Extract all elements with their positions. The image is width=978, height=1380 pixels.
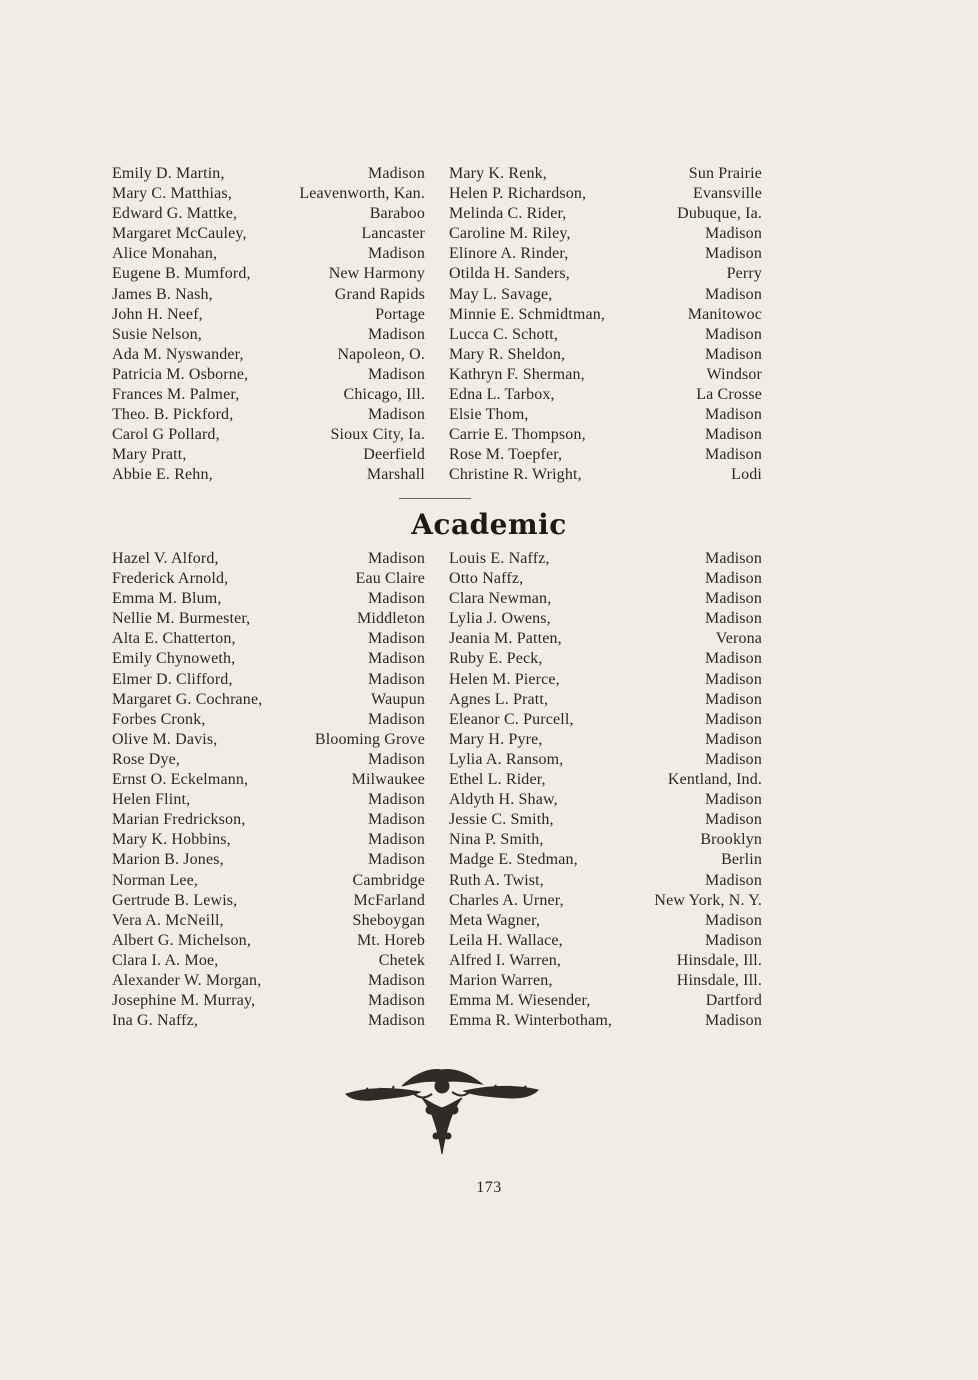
- hometown: Sun Prairie: [688, 165, 762, 182]
- roster-entry: [449, 710, 762, 730]
- person-name: Minnie E. Schmidtman,: [449, 305, 606, 323]
- hometown: Baraboo: [369, 205, 425, 223]
- hometown: Cambridge: [352, 871, 425, 889]
- hometown: New Harmony: [328, 265, 425, 283]
- hometown: Mt. Horeb: [356, 931, 425, 949]
- hometown: Leavenworth, Kan.: [299, 185, 425, 203]
- hometown: Sheboygan: [352, 911, 425, 929]
- hometown: Madison: [704, 1012, 762, 1030]
- hometown: Madison: [367, 550, 425, 567]
- hometown: Madison: [367, 630, 425, 648]
- person-name: May L. Savage,: [449, 285, 553, 303]
- person-name: Emily D. Martin,: [112, 165, 225, 182]
- roster-entry: [449, 971, 762, 991]
- hometown: Madison: [704, 345, 762, 363]
- person-name: Ada M. Nyswander,: [112, 345, 244, 363]
- hometown: Waupun: [371, 690, 425, 708]
- person-name: Ethel L. Rider,: [449, 771, 546, 789]
- roster-entry: [112, 871, 425, 891]
- person-name: Elinore A. Rinder,: [449, 245, 569, 263]
- hometown: Madison: [704, 590, 762, 608]
- hometown: Madison: [704, 285, 762, 303]
- person-name: James B. Nash,: [112, 285, 213, 303]
- roster-column-left: [112, 549, 425, 1031]
- hometown: Eau Claire: [355, 570, 425, 588]
- roster-entry: [112, 365, 425, 385]
- roster-entry: [112, 670, 425, 690]
- roster-entry: [112, 589, 425, 609]
- hometown: Madison: [367, 992, 425, 1010]
- roster-column-left: [112, 164, 425, 486]
- hometown: Kentland, Ind.: [667, 771, 762, 789]
- hometown: Madison: [704, 446, 762, 464]
- hometown: La Crosse: [696, 386, 762, 404]
- person-name: Helen P. Richardson,: [449, 185, 587, 203]
- roster-section-upper: [112, 164, 762, 486]
- roster-entry: [112, 690, 425, 710]
- person-name: Otto Naffz,: [449, 570, 524, 588]
- roster-entry: [112, 405, 425, 425]
- roster-entry: [112, 445, 425, 465]
- roster-entry: [112, 911, 425, 931]
- person-name: Gertrude B. Lewis,: [112, 891, 238, 909]
- roster-entry: [112, 810, 425, 830]
- person-name: Clara Newman,: [449, 590, 552, 608]
- roster-section-academic: [112, 549, 762, 1031]
- person-name: Marion B. Jones,: [112, 851, 224, 869]
- person-name: Emma M. Wiesender,: [449, 992, 591, 1010]
- roster-entry: [112, 991, 425, 1011]
- person-name: Charles A. Urner,: [449, 891, 564, 909]
- hometown: Milwaukee: [351, 771, 425, 789]
- hometown: Brooklyn: [700, 831, 762, 849]
- hometown: Madison: [704, 670, 762, 688]
- roster-entry: [112, 609, 425, 629]
- hometown: Madison: [704, 710, 762, 728]
- person-name: Jessie C. Smith,: [449, 811, 554, 829]
- hometown: Middleton: [356, 610, 425, 628]
- hometown: Dartford: [705, 992, 762, 1010]
- hometown: Sioux City, Ia.: [330, 426, 425, 444]
- person-name: Ina G. Naffz,: [112, 1012, 199, 1030]
- person-name: Leila H. Wallace,: [449, 931, 563, 949]
- hometown: Madison: [704, 325, 762, 343]
- hometown: Madison: [367, 245, 425, 263]
- roster-entry: [112, 184, 425, 204]
- hometown: Madison: [704, 650, 762, 668]
- person-name: Jeania M. Patten,: [449, 630, 562, 648]
- hometown: Madison: [367, 325, 425, 343]
- person-name: Marion Warren,: [449, 971, 553, 989]
- hometown: Madison: [704, 610, 762, 628]
- person-name: Emma M. Blum,: [112, 590, 222, 608]
- person-name: Forbes Cronk,: [112, 710, 206, 728]
- roster-entry: [449, 690, 762, 710]
- roster-entry: [112, 285, 425, 305]
- roster-entry: [112, 710, 425, 730]
- person-name: Josephine M. Murray,: [112, 992, 256, 1010]
- hometown: Madison: [367, 650, 425, 668]
- person-name: Aldyth H. Shaw,: [449, 791, 558, 809]
- person-name: Susie Nelson,: [112, 325, 202, 343]
- roster-entry: [449, 790, 762, 810]
- hometown: New York, N. Y.: [654, 891, 762, 909]
- hometown: Lancaster: [361, 225, 425, 243]
- roster-entry: [449, 325, 762, 345]
- roster-entry: [112, 305, 425, 325]
- roster-entry: [449, 670, 762, 690]
- person-name: Lucca C. Schott,: [449, 325, 559, 343]
- person-name: Edward G. Mattke,: [112, 205, 238, 223]
- person-name: Christine R. Wright,: [449, 466, 582, 484]
- hometown: Windsor: [706, 365, 762, 383]
- person-name: Mary H. Pyre,: [449, 730, 543, 748]
- person-name: Mary C. Matthias,: [112, 185, 232, 203]
- roster-entry: [112, 850, 425, 870]
- roster-entry: [449, 891, 762, 911]
- roster-entry: [449, 951, 762, 971]
- hometown: Verona: [715, 630, 762, 648]
- roster-entry: [112, 204, 425, 224]
- roster-entry: [112, 790, 425, 810]
- roster-column-right: [449, 164, 762, 486]
- person-name: Helen M. Pierce,: [449, 670, 560, 688]
- floral-ornament-icon: [342, 1064, 542, 1160]
- person-name: Vera A. McNeill,: [112, 911, 224, 929]
- hometown: Dubuque, Ia.: [677, 205, 762, 223]
- hometown: Evansville: [692, 185, 762, 203]
- person-name: Alfred I. Warren,: [449, 951, 562, 969]
- hometown: Madison: [367, 971, 425, 989]
- person-name: Abbie E. Rehn,: [112, 466, 213, 484]
- hometown: Chetek: [378, 951, 425, 969]
- person-name: Nellie M. Burmester,: [112, 610, 251, 628]
- person-name: Emma R. Winterbotham,: [449, 1012, 613, 1030]
- person-name: Ernst O. Eckelmann,: [112, 771, 249, 789]
- roster-entry: [112, 931, 425, 951]
- hometown: Marshall: [366, 466, 425, 484]
- roster-entry: [112, 569, 425, 589]
- hometown: Hinsdale, Ill.: [676, 971, 762, 989]
- roster-entry: [449, 830, 762, 850]
- person-name: Elmer D. Clifford,: [112, 670, 233, 688]
- person-name: Nina P. Smith,: [449, 831, 544, 849]
- person-name: Carol G Pollard,: [112, 426, 220, 444]
- hometown: Madison: [704, 791, 762, 809]
- hometown: Madison: [704, 225, 762, 243]
- person-name: Mary K. Hobbins,: [112, 831, 231, 849]
- hometown: Madison: [367, 811, 425, 829]
- hometown: Berlin: [721, 851, 762, 869]
- roster-column-right: [449, 549, 762, 1031]
- roster-entry: [449, 609, 762, 629]
- hometown: Madison: [704, 730, 762, 748]
- hometown: Madison: [367, 851, 425, 869]
- hometown: Madison: [367, 831, 425, 849]
- person-name: Alice Monahan,: [112, 245, 218, 263]
- person-name: Mary Pratt,: [112, 446, 187, 464]
- roster-entry: [449, 305, 762, 325]
- roster-entry: [112, 425, 425, 445]
- hometown: Madison: [367, 365, 425, 383]
- roster-entry: [449, 1011, 762, 1031]
- hometown: Madison: [367, 1012, 425, 1030]
- person-name: Kathryn F. Sherman,: [449, 365, 585, 383]
- hometown: Lodi: [731, 466, 762, 484]
- person-name: Patricia M. Osborne,: [112, 365, 249, 383]
- hometown: Madison: [704, 931, 762, 949]
- roster-entry: [449, 589, 762, 609]
- roster-entry: [449, 244, 762, 264]
- person-name: Olive M. Davis,: [112, 730, 218, 748]
- person-name: Frances M. Palmer,: [112, 386, 240, 404]
- person-name: Norman Lee,: [112, 871, 199, 889]
- hometown: Madison: [704, 911, 762, 929]
- hometown: Madison: [704, 750, 762, 768]
- hometown: Deerfield: [363, 446, 425, 464]
- roster-entry: [449, 549, 762, 569]
- roster-entry: [112, 244, 425, 264]
- hometown: Madison: [704, 871, 762, 889]
- hometown: Madison: [704, 550, 762, 567]
- roster-entry: [449, 991, 762, 1011]
- roster-entry: [449, 445, 762, 465]
- hometown: Madison: [367, 791, 425, 809]
- hometown: McFarland: [353, 891, 425, 909]
- section-divider: [399, 498, 471, 499]
- roster-entry: [112, 385, 425, 405]
- person-name: Otilda H. Sanders,: [449, 265, 570, 283]
- person-name: Margaret G. Cochrane,: [112, 690, 263, 708]
- roster-entry: [112, 649, 425, 669]
- roster-entry: [449, 569, 762, 589]
- person-name: Frederick Arnold,: [112, 570, 229, 588]
- person-name: John H. Neef,: [112, 305, 203, 323]
- person-name: Carrie E. Thompson,: [449, 426, 586, 444]
- roster-entry: [112, 549, 425, 569]
- person-name: Madge E. Stedman,: [449, 851, 578, 869]
- hometown: Madison: [367, 670, 425, 688]
- person-name: Eugene B. Mumford,: [112, 265, 251, 283]
- hometown: Madison: [704, 690, 762, 708]
- roster-entry: [449, 730, 762, 750]
- roster-entry: [449, 750, 762, 770]
- person-name: Lylia J. Owens,: [449, 610, 551, 628]
- roster-entry: [112, 164, 425, 184]
- roster-entry: [112, 730, 425, 750]
- person-name: Lylia A. Ransom,: [449, 750, 564, 768]
- hometown: Perry: [726, 265, 762, 283]
- person-name: Margaret McCauley,: [112, 225, 247, 243]
- roster-entry: [112, 770, 425, 790]
- hometown: Manitowoc: [687, 305, 762, 323]
- hometown: Grand Rapids: [334, 285, 425, 303]
- roster-entry: [112, 750, 425, 770]
- person-name: Helen Flint,: [112, 791, 191, 809]
- person-name: Mary K. Renk,: [449, 165, 547, 182]
- roster-entry: [449, 931, 762, 951]
- roster-entry: [449, 164, 762, 184]
- person-name: Hazel V. Alford,: [112, 550, 219, 567]
- hometown: Madison: [367, 406, 425, 424]
- person-name: Marian Fredrickson,: [112, 811, 246, 829]
- hometown: Blooming Grove: [314, 730, 425, 748]
- person-name: Clara I. A. Moe,: [112, 951, 219, 969]
- roster-entry: [449, 224, 762, 244]
- person-name: Rose M. Toepfer,: [449, 446, 563, 464]
- roster-entry: [449, 285, 762, 305]
- roster-entry: [449, 810, 762, 830]
- person-name: Edna L. Tarbox,: [449, 386, 555, 404]
- person-name: Ruby E. Peck,: [449, 650, 543, 668]
- person-name: Louis E. Naffz,: [449, 550, 550, 567]
- roster-entry: [449, 365, 762, 385]
- roster-entry: [112, 465, 425, 485]
- roster-entry: [449, 649, 762, 669]
- hometown: Madison: [704, 245, 762, 263]
- roster-entry: [449, 345, 762, 365]
- hometown: Madison: [704, 811, 762, 829]
- roster-entry: [112, 951, 425, 971]
- hometown: Madison: [367, 165, 425, 182]
- roster-entry: [449, 911, 762, 931]
- roster-entry: [449, 204, 762, 224]
- roster-entry: [449, 465, 762, 485]
- hometown: Portage: [375, 305, 425, 323]
- roster-entry: [112, 891, 425, 911]
- person-name: Alta E. Chatterton,: [112, 630, 236, 648]
- person-name: Albert G. Michelson,: [112, 931, 251, 949]
- roster-entry: [449, 629, 762, 649]
- person-name: Melinda C. Rider,: [449, 205, 567, 223]
- hometown: Chicago, Ill.: [343, 386, 425, 404]
- roster-entry: [449, 871, 762, 891]
- hometown: Madison: [704, 406, 762, 424]
- roster-entry: [449, 385, 762, 405]
- section-heading: Academic: [411, 508, 567, 541]
- roster-entry: [112, 830, 425, 850]
- hometown: Madison: [704, 426, 762, 444]
- roster-entry: [449, 770, 762, 790]
- hometown: Madison: [367, 590, 425, 608]
- roster-entry: [449, 264, 762, 284]
- page-number: 173: [476, 1179, 502, 1196]
- person-name: Meta Wagner,: [449, 911, 541, 929]
- person-name: Caroline M. Riley,: [449, 225, 571, 243]
- roster-entry: [112, 224, 425, 244]
- person-name: Elsie Thom,: [449, 406, 529, 424]
- roster-entry: [449, 405, 762, 425]
- person-name: Rose Dye,: [112, 750, 181, 768]
- hometown: Hinsdale, Ill.: [676, 951, 762, 969]
- roster-entry: [449, 425, 762, 445]
- hometown: Madison: [367, 710, 425, 728]
- roster-entry: [449, 184, 762, 204]
- person-name: Emily Chynoweth,: [112, 650, 236, 668]
- roster-entry: [112, 325, 425, 345]
- person-name: Alexander W. Morgan,: [112, 971, 262, 989]
- roster-entry: [112, 345, 425, 365]
- person-name: Ruth A. Twist,: [449, 871, 544, 889]
- person-name: Agnes L. Pratt,: [449, 690, 549, 708]
- roster-entry: [112, 1011, 425, 1031]
- person-name: Theo. B. Pickford,: [112, 406, 234, 424]
- hometown: Madison: [704, 570, 762, 588]
- person-name: Eleanor C. Purcell,: [449, 710, 574, 728]
- roster-entry: [112, 264, 425, 284]
- roster-entry: [112, 971, 425, 991]
- roster-entry: [449, 850, 762, 870]
- hometown: Napoleon, O.: [337, 345, 425, 363]
- hometown: Madison: [367, 750, 425, 768]
- person-name: Mary R. Sheldon,: [449, 345, 566, 363]
- roster-entry: [112, 629, 425, 649]
